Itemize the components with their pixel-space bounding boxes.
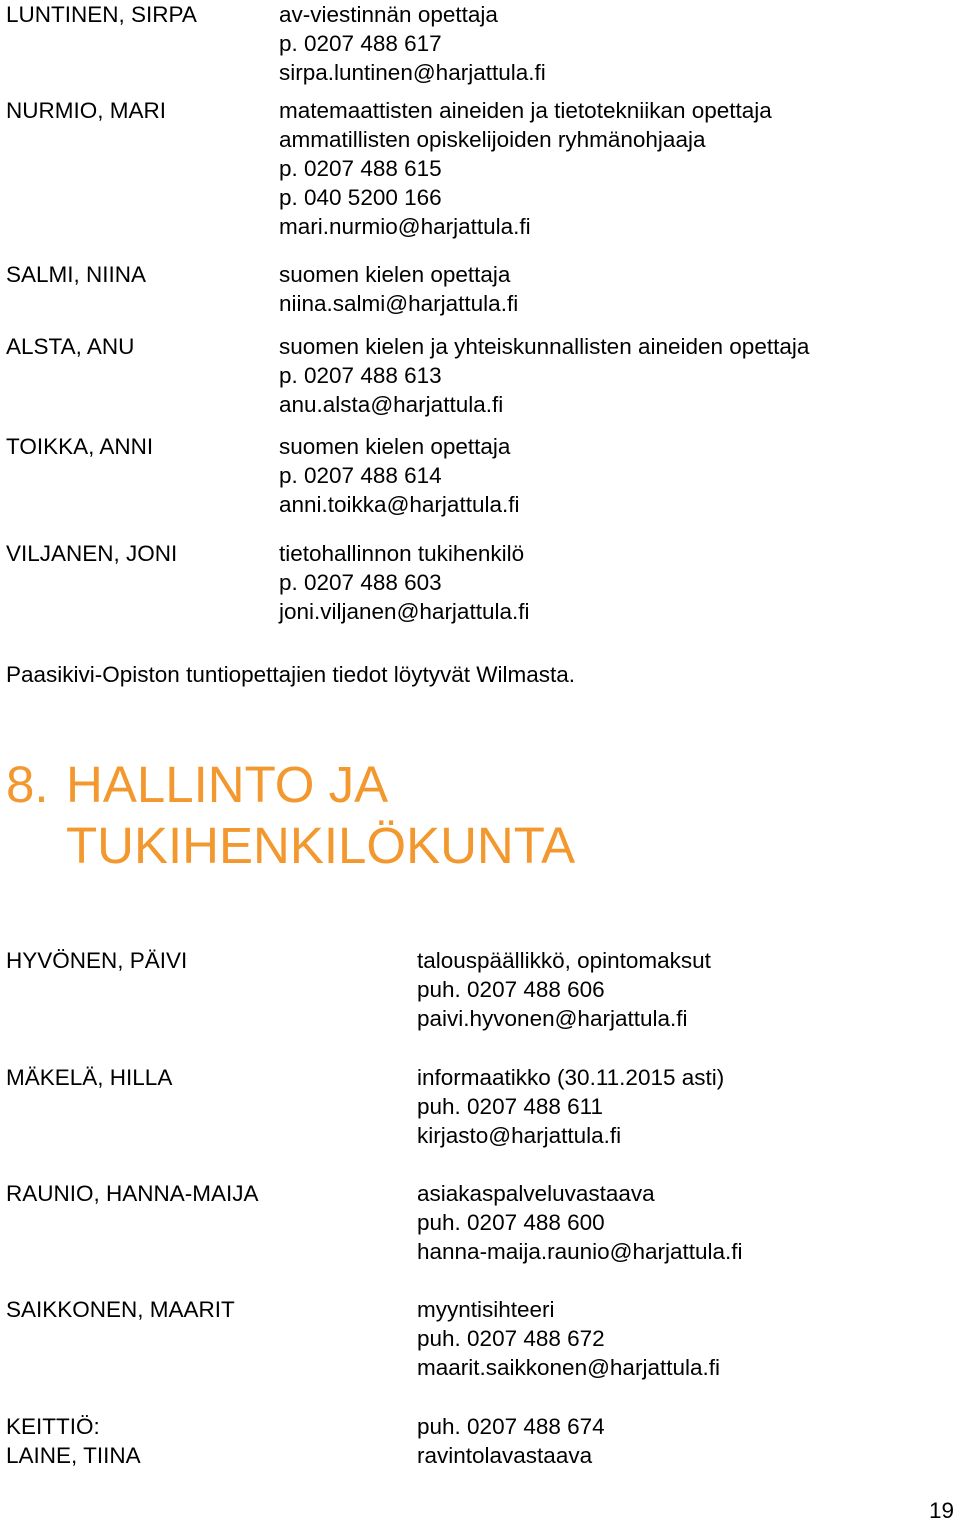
- teacher-name: TOIKKA, ANNI: [6, 434, 154, 459]
- teacher-details: [279, 332, 809, 419]
- staff-name: HYVÖNEN, PÄIVI: [6, 948, 188, 973]
- staff-phone: puh. 0207 488 600: [417, 1210, 605, 1235]
- teacher-role: suomen kielen ja yhteiskunnallisten aineiden opettaja: [279, 334, 810, 359]
- staff-details: [417, 1295, 720, 1382]
- teacher-email: joni.viljanen@harjattula.fi: [279, 599, 530, 624]
- kitchen-details: [417, 1412, 605, 1470]
- section-heading: [6, 754, 575, 876]
- staff-name: MÄKELÄ, HILLA: [6, 1065, 173, 1090]
- teacher-role: suomen kielen opettaja: [279, 262, 511, 287]
- teacher-email: niina.salmi@harjattula.fi: [279, 291, 519, 316]
- wilma-note: Paasikivi-Opiston tuntiopettajien tiedot löytyvät Wilmasta.: [6, 662, 576, 687]
- section-title-line1: HALLINTO JA: [66, 756, 389, 813]
- teacher-role: tietohallinnon tukihenkilö: [279, 541, 525, 566]
- kitchen-label: KEITTIÖ:: [6, 1414, 100, 1439]
- staff-phone: puh. 0207 488 611: [417, 1094, 604, 1119]
- staff-role: myyntisihteeri: [417, 1297, 555, 1322]
- section-title-line2: TUKIHENKILÖKUNTA: [66, 817, 576, 874]
- kitchen-block: [6, 1412, 141, 1470]
- teacher-phone: p. 0207 488 617: [279, 31, 442, 56]
- teacher-name: SALMI, NIINA: [6, 262, 147, 287]
- teacher-details: [279, 260, 518, 318]
- staff-name: SAIKKONEN, MAARIT: [6, 1297, 235, 1322]
- teacher-name: VILJANEN, JONI: [6, 541, 178, 566]
- teacher-email: anni.toikka@harjattula.fi: [279, 492, 520, 517]
- teacher-phone: p. 0207 488 615: [279, 156, 442, 181]
- teacher-role: suomen kielen opettaja: [279, 434, 511, 459]
- staff-details: [417, 1179, 743, 1266]
- teacher-email: mari.nurmio@harjattula.fi: [279, 214, 531, 239]
- teacher-phone: p. 0207 488 613: [279, 363, 442, 388]
- teacher-details: [279, 432, 519, 519]
- teacher-name: LUNTINEN, SIRPA: [6, 2, 197, 27]
- teacher-email: sirpa.luntinen@harjattula.fi: [279, 60, 546, 85]
- staff-phone: puh. 0207 488 606: [417, 977, 605, 1002]
- staff-details: [417, 1063, 724, 1150]
- page-number: 19: [928, 1498, 954, 1523]
- staff-role: informaatikko (30.11.2015 asti): [417, 1065, 725, 1090]
- teacher-phone: p. 0207 488 614: [279, 463, 442, 488]
- kitchen-role: ravintolavastaava: [417, 1443, 593, 1468]
- teacher-role: matemaattisten aineiden ja tietotekniikan opettaja: [279, 98, 772, 123]
- section-number: 8.: [6, 756, 49, 813]
- staff-details: [417, 946, 711, 1033]
- teacher-details: [279, 96, 772, 241]
- staff-email: paivi.hyvonen@harjattula.fi: [417, 1006, 688, 1031]
- teacher-name: NURMIO, MARI: [6, 98, 166, 123]
- kitchen-phone: puh. 0207 488 674: [417, 1414, 605, 1439]
- teacher-phone-2: p. 040 5200 166: [279, 185, 442, 210]
- staff-phone: puh. 0207 488 672: [417, 1326, 605, 1351]
- staff-name: RAUNIO, HANNA-MAIJA: [6, 1181, 259, 1206]
- teacher-phone: p. 0207 488 603: [279, 570, 442, 595]
- teacher-details: [279, 0, 546, 87]
- teacher-email: anu.alsta@harjattula.fi: [279, 392, 504, 417]
- teacher-details: [279, 539, 529, 626]
- staff-email: hanna-maija.raunio@harjattula.fi: [417, 1239, 743, 1264]
- teacher-role: av-viestinnän opettaja: [279, 2, 498, 27]
- staff-email: maarit.saikkonen@harjattula.fi: [417, 1355, 720, 1380]
- staff-email: kirjasto@harjattula.fi: [417, 1123, 622, 1148]
- staff-role: asiakaspalveluvastaava: [417, 1181, 655, 1206]
- teacher-name: ALSTA, ANU: [6, 334, 135, 359]
- staff-role: talouspäällikkö, opintomaksut: [417, 948, 711, 973]
- teacher-role-2: ammatillisten opiskelijoiden ryhmänohjaaja: [279, 127, 706, 152]
- kitchen-name: LAINE, TIINA: [6, 1443, 141, 1468]
